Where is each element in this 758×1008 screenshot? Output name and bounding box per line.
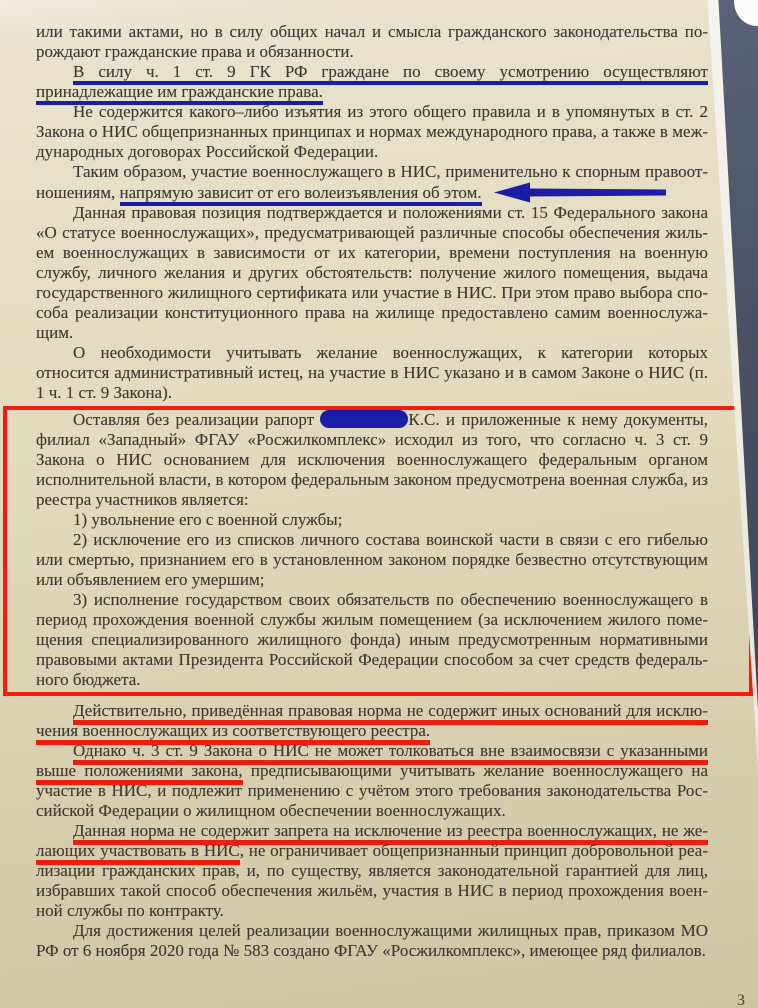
redaction-bar [320, 410, 408, 428]
paragraph-nis-law [36, 343, 708, 403]
body-text: 1) увольнение его с военной службы; [73, 510, 343, 529]
blue-underlined-text: В силу ч. 1 ст. 9 ГК РФ граждане по своему усмотрению осуществляют принадлежащие им гражданские права. [36, 62, 708, 105]
red-annotation-box [3, 406, 753, 696]
body-text: О необходимости учитывать желание военнослужащих, к категории которых относится административный истец, на участие в НИС указано и в самом Законе о НИС (п. 1 ч. 1 ст. 9 Закона). [36, 343, 708, 402]
body-text: предписывающими учитывать желание военнослужащего на участие в НИС, и подлежит применению с учётом этого требования законодательства Российской Федерации о жилищном обеспечении военнослужащих. [36, 761, 708, 820]
body-text: Не содержится какого–либо изъятия из этого общего правила и в упомянутых в ст. 2 Закона о НИС общепризнанных принципах и нормах международного права, а также в международных договорах Российской Федерации. [36, 102, 708, 161]
paragraph-continuation [36, 22, 708, 62]
blue-underlined-text: напрямую зависит от его волеизъявления об этом. [120, 183, 482, 206]
red-underlined-text: Однако ч. 3 ст. 9 Закона о НИС не может толковаться вне взаимосвязи с указанными выше положениями закона, [36, 741, 708, 785]
body-text: Данная правовая позиция подтверждается и положениями ст. 15 Федерального закона «О статусе военнослужащих», предусматривающей различные способы обеспечения жильем военнослужащих в зависимости от их категории, времени поступления на военную службу, личного желания и других обстоятельств: получение жилого помещения, выдача государственного жилищного сертификата или участие в НИС. При этом право выбора способа реализации конституционного права на жилище предоставлено самим военнослужащим. [36, 203, 708, 342]
list-item-1 [36, 510, 708, 530]
red-underlined-text: Данная норма не содержит запрета на исключение из реестра военнослужащих, не желающих участвовать в НИС [36, 821, 708, 865]
paragraph-report [36, 410, 708, 510]
body-text: К.С. и приложенные к нему документы, филиал «Западный» ФГАУ «Росжилкомплекс» исходил из того, что согласно ч. 3 ст. 9 Закона о НИС основанием для исключения военнослужащего федеральным органом исполнительной власти, в котором федеральным законом предусмотрена военная служба, из реестра участников является: [36, 410, 708, 509]
body-text: Для достижения целей реализации военнослужащими жилищных прав, приказом МО РФ от 6 ноября 2020 года № 583 создано ФГАУ «Росжилкомплекс», имеющее ряд филиалов. [36, 921, 708, 960]
body-text: , не ограничивает общепризнанный принцип добровольной реализации гражданских прав, и, по существу, является законодательной гарантией для лиц, избравших такой способ обеспечения жильём, участия в НИС в период прохождения военной службы по контракту. [36, 841, 708, 920]
paragraph-norm [36, 821, 708, 921]
paragraph-legal-position [36, 203, 708, 343]
body-text: или такими актами, но в силу общих начал и смысла гражданского законодательства порождают гражданские права и обязанности. [36, 22, 708, 61]
body-text: Таким образом, участие военнослужащего в НИС, применительно к спорным правоотношениям, [36, 162, 708, 202]
paragraph-no-exception [36, 102, 708, 162]
list-item-3 [36, 590, 708, 690]
paragraph-however [36, 741, 708, 821]
document-text-block [36, 22, 708, 961]
paragraph-indeed [36, 701, 708, 741]
body-text: 3) исполнение государством своих обязательств по обеспечению военнослужащего в период прохождения военной службы жилым помещением (за исключением жилого помещения специализированного жилищного фонда) иным предусмотренным нормативными правовыми актами Президента Российской Федерации способом за счет средств федерального бюджета. [36, 590, 708, 689]
paragraph-conclusion [36, 162, 708, 203]
red-underlined-text: Действительно, приведённая правовая норма не содержит иных оснований для исключения военнослужащих из соответствующего реестра. [36, 701, 708, 745]
page-number: 3 [737, 992, 745, 1008]
left-arrow-icon [494, 182, 666, 203]
list-item-2 [36, 530, 708, 590]
paragraph-roszhilkompleks [36, 921, 708, 961]
body-text: Оставляя без реализации рапорт [73, 410, 321, 429]
body-text: 2) исключение его из списков личного состава воинской части в связи с его гибелью или смертью, признанием его в установленном законом порядке безвестно отсутствующим или объявлением его умершим; [36, 530, 708, 589]
paragraph-gk-rf [36, 62, 708, 102]
